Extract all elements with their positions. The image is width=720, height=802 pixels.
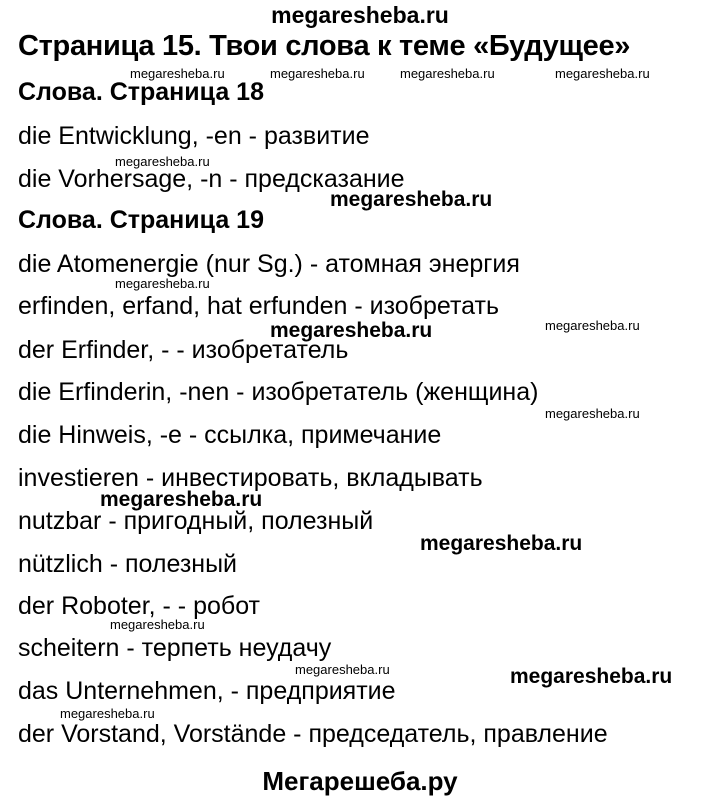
watermark: megaresheba.ru — [130, 66, 225, 81]
section-heading-page-18: Слова. Страница 18 — [18, 78, 264, 106]
vocab-entry: der Roboter, - - робот — [18, 592, 261, 620]
watermark-top: megaresheba.ru — [271, 2, 449, 28]
watermark: megaresheba.ru — [420, 532, 583, 555]
watermark: megaresheba.ru — [100, 488, 263, 511]
watermark: megaresheba.ru — [545, 318, 640, 333]
watermark: megaresheba.ru — [115, 276, 210, 291]
watermark: megaresheba.ru — [115, 154, 210, 169]
vocab-entry: investieren - инвестировать, вкладывать — [18, 464, 483, 492]
watermark: megaresheba.ru — [270, 66, 365, 81]
vocab-entry: scheitern - терпеть неудачу — [18, 634, 332, 662]
watermark: megaresheba.ru — [400, 66, 495, 81]
watermark: megaresheba.ru — [295, 662, 390, 677]
vocab-entry: die Atomenergie (nur Sg.) - атомная энергия — [18, 250, 520, 278]
vocab-entry: der Erfinder, - - изобретатель — [18, 336, 349, 364]
vocab-entry: die Entwicklung, -en - развитие — [18, 122, 370, 150]
watermark: megaresheba.ru — [110, 617, 205, 632]
footer-site-name: Мегарешеба.ру — [262, 766, 458, 796]
vocab-entry: die Vorhersage, -n - предсказание — [18, 165, 405, 193]
vocab-entry: der Vorstand, Vorstände - председатель, правление — [18, 720, 608, 748]
watermark: megaresheba.ru — [510, 665, 673, 688]
watermark: megaresheba.ru — [555, 66, 650, 81]
vocab-entry: das Unternehmen, - предприятие — [18, 677, 396, 705]
vocab-entry: die Hinweis, -e - ссылка, примечание — [18, 421, 442, 449]
vocab-entry: nützlich - полезный — [18, 550, 238, 578]
watermark: megaresheba.ru — [330, 188, 493, 211]
vocab-entry: erfinden, erfand, hat erfunden - изобретать — [18, 292, 499, 320]
vocab-entry: die Erfinderin, -nen - изобретатель (женщина) — [18, 378, 539, 406]
section-heading-page-19: Слова. Страница 19 — [18, 206, 264, 234]
watermark: megaresheba.ru — [270, 319, 433, 342]
vocab-entry: nutzbar - пригодный, полезный — [18, 507, 374, 535]
page-title: Страница 15. Твои слова к теме «Будущее» — [18, 30, 631, 62]
watermark: megaresheba.ru — [545, 406, 640, 421]
watermark: megaresheba.ru — [60, 706, 155, 721]
